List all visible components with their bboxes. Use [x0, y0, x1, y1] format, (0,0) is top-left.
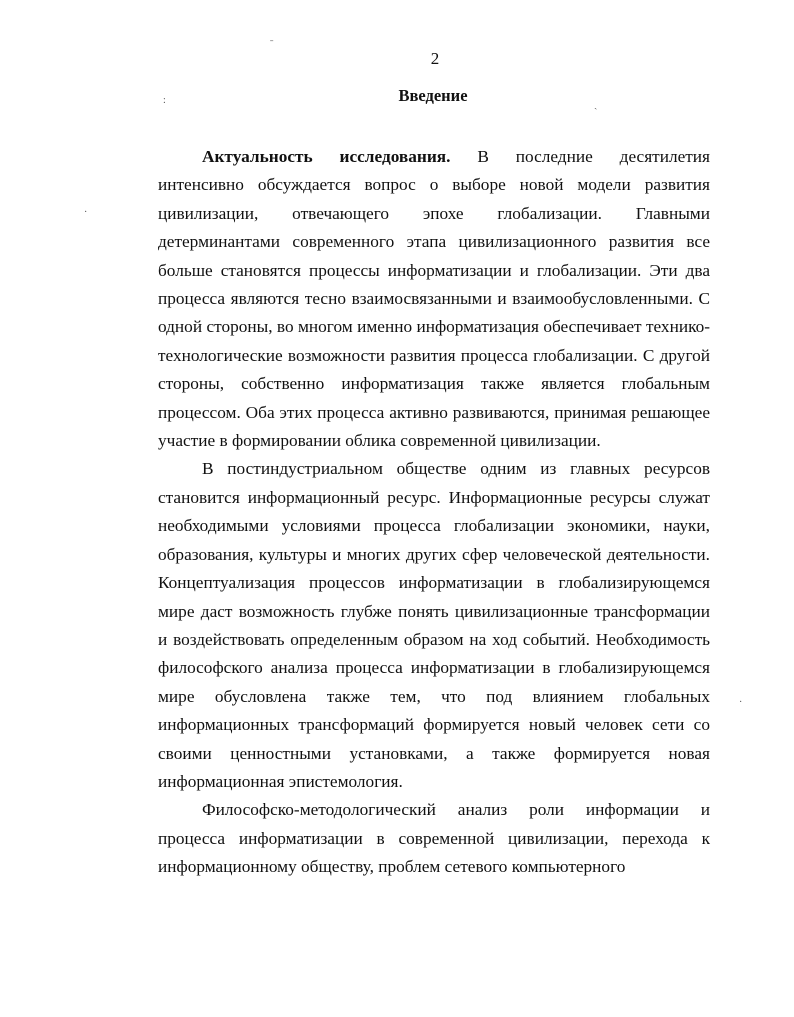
scan-speck: ·: [84, 207, 88, 218]
scan-speck: ˉ: [270, 39, 274, 50]
scan-speck: ˎ: [594, 99, 598, 110]
body-text: [158, 143, 710, 882]
paragraph-relevance: [158, 143, 710, 455]
scan-speck: ·: [739, 697, 743, 708]
section-heading: Введение: [398, 86, 468, 105]
paragraph-analysis: [158, 796, 710, 881]
paragraph-lead: Актуальность исследования.: [202, 147, 451, 166]
paragraph-text: В постиндустриальном обществе одним из главных ресурсов становится информационный ресурс. Информационные ресурсы служат необходимыми условиями процесса глобализации экономики, науки, образования, культуры и многих других сфер человеческой деятельности. Концептуализация процессов информатизации в глобализирующемся мире даст возможность глубже понять цивилизационные трансформации и воздействовать определенным образом на ход событий. Необходимость философского анализа процесса информатизации в глобализирующемся мире обусловлена также тем, что под влиянием глобальных информационных трансформаций формируется новый человек сети со своими ценностными установками, а также формируется новая информационная эпистемология.: [158, 459, 710, 791]
page-number: 2: [430, 49, 440, 68]
paragraph-resources: [158, 455, 710, 796]
paragraph-text: В последние десятилетия интенсивно обсуждается вопрос о выборе новой модели развития цивилизации, отвечающего эпохе глобализации. Главными детерминантами современного этапа цивилизационного развития все больше становятся процессы информатизации и глобализации. Эти два процесса являются тесно взаимосвязанными и взаимообусловленными. С одной стороны, во многом именно информатизация обеспечивает технико-технологические возможности развития процесса глобализации. С другой стороны, собственно информатизация также является глобальным процессом. Оба этих процесса активно развиваются, принимая решающее участие в формировании облика современной цивилизации.: [158, 147, 711, 451]
paragraph-text: Философско-методологический анализ роли информации и процесса информатизации в современной цивилизации, перехода к информационному обществу, проблем сетевого компьютерного: [158, 800, 710, 877]
scan-speck: :: [163, 95, 166, 106]
